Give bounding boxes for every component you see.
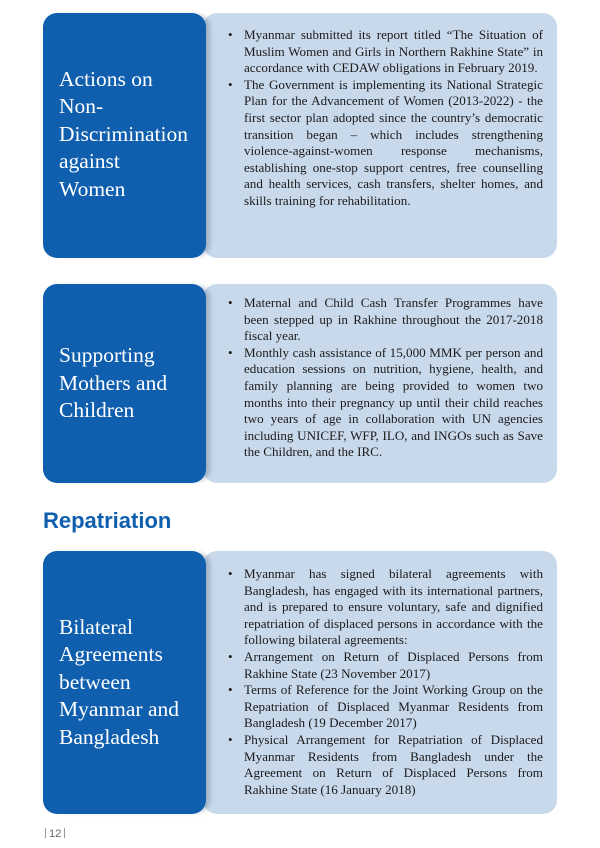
card-title-line: Children xyxy=(59,398,135,423)
bullet-list xyxy=(228,27,543,210)
card-title xyxy=(59,342,167,425)
card-title xyxy=(59,614,179,752)
bullet-item: • Myanmar has signed bilateral agreements with Bangladesh, has engaged with its international partners, and is prepared to ensure voluntary, safe and dignified repatriation of displaced persons in accordance with the following bilateral agreements: xyxy=(228,566,543,649)
card-title-line: Bilateral xyxy=(59,614,134,639)
bullet-list xyxy=(228,566,543,798)
card-title xyxy=(59,66,188,204)
bullet-item: • Myanmar submitted its report titled “The Situation of Muslim Women and Girls in Northern Rakhine State” in accordance with CEDAW obligations in February 2019. xyxy=(228,27,543,77)
section-heading: Repatriation xyxy=(43,508,172,533)
card-title-tab xyxy=(43,13,206,258)
card-title-line: Actions on xyxy=(59,66,153,91)
card-title-line: Supporting xyxy=(59,343,155,368)
card-title-line: Mothers and xyxy=(59,370,168,395)
card-title-line: Non- xyxy=(59,94,104,119)
card-title-line: Discrimination xyxy=(59,121,188,146)
card-title-line: between xyxy=(59,669,131,694)
card-title-line: Myanmar and xyxy=(59,697,180,722)
page-number-divider xyxy=(64,828,65,838)
card-title-line: Bangladesh xyxy=(59,724,160,749)
bullet-item: • The Government is implementing its National Strategic Plan for the Advancement of Women (2013-2022) - the first sector plan adopted since the country’s democratic transition began – which includes strengthening violence-against-women response mechanisms, establishing one-stop support centres, free counselling and health services, cash transfers, shelter homes, and skills training for rehabilitation. xyxy=(228,77,543,210)
bullet-item: • Maternal and Child Cash Transfer Programmes have been stepped up in Rakhine throughout the 2017-2018 fiscal year. xyxy=(228,295,543,345)
info-card-non-discrimination xyxy=(43,13,557,258)
page-number xyxy=(42,828,68,840)
card-title-line: Agreements xyxy=(59,642,163,667)
info-card-mothers-children xyxy=(43,284,557,483)
page-number-value: 12 xyxy=(49,828,62,840)
bullet-item: • Physical Arrangement for Repatriation of Displaced Myanmar Residents from Bangladesh under the Agreement on Return of Displaced Persons from Rakhine State (16 January 2018) xyxy=(228,732,543,798)
card-title-line: against xyxy=(59,149,120,174)
bullet-item: • Arrangement on Return of Displaced Persons from Rakhine State (23 November 2017) xyxy=(228,649,543,682)
card-title-line: Women xyxy=(59,176,126,201)
bullet-item: • Monthly cash assistance of 15,000 MMK per person and education sessions on nutrition, hygiene, health, and family planning are being provided to women two months into their pregnancy up until their child reaches two years of age in collaboration with UN agencies including UNICEF, WFP, ILO, and INGOs such as Save the Children, and the IRC. xyxy=(228,345,543,461)
bullet-item: • Terms of Reference for the Joint Working Group on the Repatriation of Displaced Myanmar Residents from Bangladesh (19 December 2017) xyxy=(228,682,543,732)
info-card-bilateral-agreements xyxy=(43,551,557,814)
page-number-divider xyxy=(45,828,46,838)
bullet-list xyxy=(228,295,543,461)
card-title-tab xyxy=(43,551,206,814)
card-title-tab xyxy=(43,284,206,483)
